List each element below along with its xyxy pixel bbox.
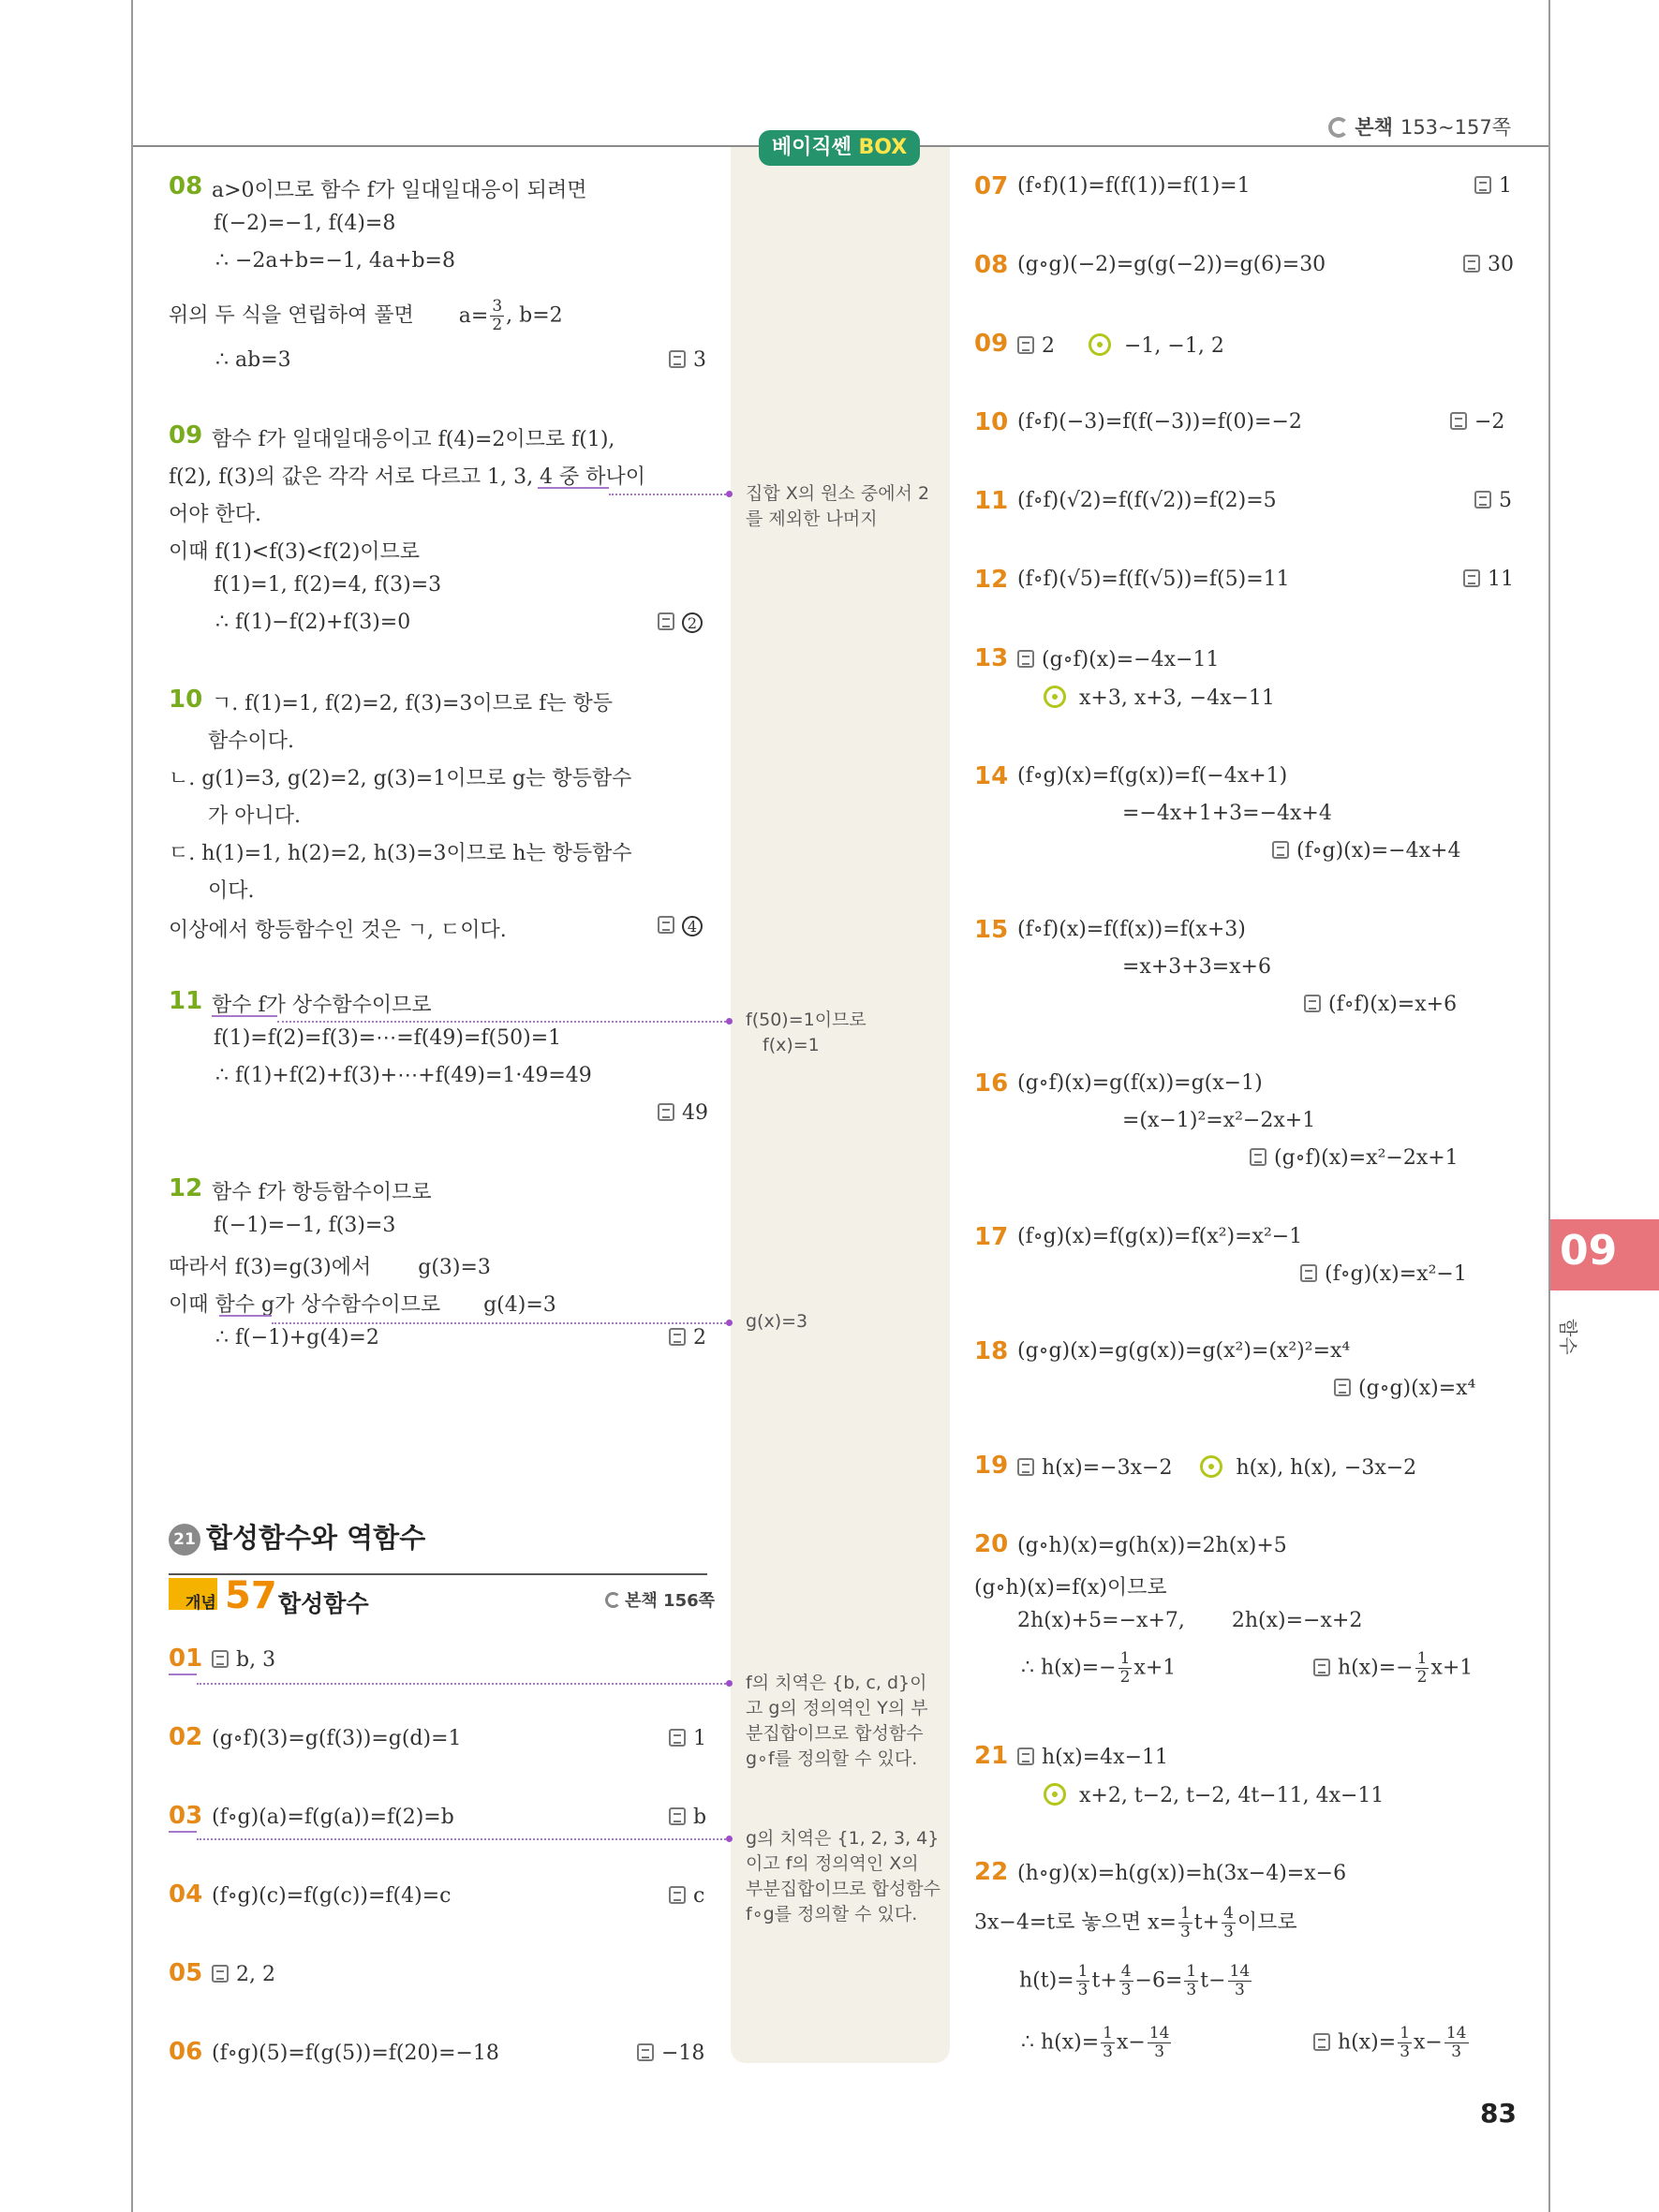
answer-value: (g∘f)(x)=x²−2x+1 — [1274, 1146, 1459, 1170]
solution-line — [1019, 1963, 1253, 1999]
note-connector — [197, 1838, 726, 1840]
solution-line: 어야 한다. — [169, 503, 261, 526]
note-connector — [272, 1322, 726, 1324]
section-title — [169, 1517, 425, 1556]
answer-value: 5 — [1499, 489, 1512, 512]
page-border-left — [131, 0, 133, 2212]
answer-value: −2 — [1474, 410, 1505, 434]
solution-line: (f∘g)(x)=f(g(x))=f(x²)=x²−1 — [1017, 1225, 1303, 1248]
answer-icon — [212, 1650, 229, 1668]
answer-mark — [1304, 993, 1457, 1016]
chapter-label: 함수 — [1557, 1319, 1579, 1355]
answer-mark — [1463, 253, 1514, 276]
hint-mark — [1044, 686, 1275, 710]
answer-value: (g∘f)(x)=−4x−11 — [1042, 648, 1220, 671]
fraction-numerator: 1 — [1179, 1904, 1191, 1923]
line-text: 2h(x)=−x+2 — [1231, 1609, 1363, 1632]
answer-mark — [669, 1326, 706, 1349]
fraction-numerator: 3 — [492, 297, 503, 316]
solution-line: ∴ f(1)−f(2)+f(3)=0 — [215, 611, 411, 634]
fraction-numerator: 1 — [1400, 2024, 1411, 2042]
answer-mark — [658, 611, 703, 634]
fraction-denominator: 3 — [1451, 2042, 1462, 2061]
answer-value: (f∘g)(x)=−4x+4 — [1296, 839, 1461, 863]
hint-mark — [1044, 1783, 1384, 1807]
problem-number: 14 — [974, 762, 1009, 790]
fraction — [1178, 1905, 1192, 1941]
solution-line: 가 아니다. — [208, 804, 301, 828]
note-line: g의 치역은 {1, 2, 3, 4} — [746, 1828, 940, 1849]
answer-mark — [1313, 2025, 1471, 2061]
fraction-numerator: 4 — [1120, 1962, 1132, 1981]
section-title-text: 합성함수와 역함수 — [206, 1522, 426, 1554]
problem-number: 22 — [974, 1858, 1009, 1886]
answer-mark — [669, 1884, 704, 1908]
problem-number: 12 — [974, 566, 1009, 594]
fraction-numerator: 14 — [1229, 1962, 1251, 1981]
fraction — [1101, 2025, 1115, 2061]
fraction-denominator: 2 — [492, 316, 503, 334]
answer-mark — [1017, 1455, 1416, 1480]
problem-number: 12 — [169, 1174, 203, 1202]
problem-number: 11 — [169, 987, 203, 1015]
solution-line: (h∘g)(x)=h(g(x))=h(3x−4)=x−6 — [1017, 1862, 1347, 1885]
note-line: f의 치역은 {b, c, d}이 — [746, 1673, 927, 1693]
answer-mark — [637, 2042, 704, 2065]
note-line: g(x)=3 — [746, 1311, 808, 1332]
answer-value: 49 — [682, 1101, 708, 1125]
underline-mark — [538, 487, 609, 489]
answer-value: h(x)=− — [1338, 1656, 1414, 1680]
answer-value: h(x)=−3x−2 — [1042, 1456, 1173, 1480]
line-text: 위의 두 식을 연립하여 풀면 — [169, 303, 414, 328]
fraction — [1184, 1963, 1198, 1999]
solution-line: (f∘f)(√2)=f(f(√2))=f(2)=5 — [1017, 489, 1277, 512]
solution-line: ∴ f(1)+f(2)+f(3)+⋯+f(49)=1·49=49 — [215, 1064, 592, 1087]
fraction — [1119, 1963, 1133, 1999]
answer-mark — [1474, 174, 1512, 198]
fraction — [1222, 1905, 1236, 1941]
concept-label: 개념 — [185, 1594, 216, 1613]
note-dot — [726, 1680, 733, 1687]
solution-line: (f∘g)(5)=f(g(5))=f(20)=−18 — [212, 2042, 499, 2065]
solution-line: (g∘h)(x)=f(x)이므로 — [974, 1576, 1167, 1600]
fraction — [1148, 2025, 1172, 2061]
fraction-denominator: 3 — [1223, 1923, 1234, 1941]
fraction-denominator: 3 — [1077, 1981, 1089, 1999]
fraction — [1398, 2025, 1412, 2061]
target-icon — [1044, 686, 1066, 708]
solution-line: (f∘g)(c)=f(g(c))=f(4)=c — [212, 1884, 452, 1908]
answer-mark — [669, 348, 706, 372]
answer-icon — [1300, 1264, 1317, 1282]
answer-value: b — [693, 1806, 707, 1829]
reference-label: 본책 — [1355, 116, 1393, 139]
answer-value: 1 — [693, 1727, 706, 1750]
answer-value: h(x)=4x−11 — [1042, 1746, 1169, 1769]
note-dot — [726, 1836, 733, 1842]
solution-line: (f∘g)(x)=f(g(x))=f(−4x+1) — [1017, 764, 1288, 788]
problem-number: 08 — [169, 172, 203, 200]
answer-icon — [1463, 255, 1480, 273]
fraction-denominator: 2 — [1119, 1668, 1131, 1687]
solution-line — [1021, 1650, 1176, 1687]
line-text: ∴ h(x)= — [1021, 2030, 1100, 2055]
solution-line — [1017, 1609, 1362, 1632]
concept-ref-text: 본책 156쪽 — [625, 1591, 716, 1611]
problem-number: 17 — [974, 1223, 1009, 1251]
underline-mark — [169, 1674, 197, 1675]
problem-number: 05 — [169, 1959, 203, 1987]
note-line: 이고 f의 정의역인 X의 — [746, 1853, 919, 1874]
solution-line: (g∘g)(−2)=g(g(−2))=g(6)=30 — [1017, 253, 1326, 276]
hint-value: −1, −1, 2 — [1124, 334, 1224, 358]
line-text: 3x−4=t로 놓으면 x= — [974, 1910, 1177, 1935]
answer-mark — [212, 1963, 275, 1986]
answer-mark — [1313, 1650, 1473, 1687]
line-text: g(3)=3 — [418, 1256, 491, 1279]
answer-value: b, 3 — [236, 1648, 276, 1672]
answer-icon — [1017, 1458, 1034, 1476]
solution-line: (g∘f)(x)=g(f(x))=g(x−1) — [1017, 1071, 1263, 1095]
answer-icon — [1313, 1659, 1330, 1676]
answer-icon — [658, 916, 674, 934]
line-text: t− — [1200, 1969, 1226, 1993]
page-number: 83 — [1480, 2098, 1517, 2129]
problem-number: 19 — [974, 1452, 1009, 1480]
answer-mark — [658, 1101, 708, 1125]
fraction-numerator: 1 — [1416, 1649, 1428, 1668]
solution-line: 이상에서 항등함수인 것은 ㄱ, ㄷ이다. — [169, 919, 507, 942]
answer-icon — [1017, 336, 1034, 354]
answer-value: (g∘g)(x)=x⁴ — [1358, 1377, 1476, 1400]
line-text: −6= — [1134, 1969, 1183, 1993]
section-badge: 21 — [169, 1524, 200, 1556]
hint-value: x+2, t−2, t−2, 4t−11, 4x−11 — [1079, 1784, 1385, 1807]
reference-icon — [605, 1592, 621, 1608]
fraction-numerator: 1 — [1103, 2024, 1113, 2042]
solution-line: (f∘f)(1)=f(f(1))=f(1)=1 — [1017, 174, 1251, 198]
fraction-numerator: 1 — [1186, 1962, 1197, 1981]
fraction — [490, 298, 504, 334]
solution-line: f(2), f(3)의 값은 각각 서로 다르고 1, 3, 4 중 하나이 — [169, 465, 646, 489]
fraction-numerator: 14 — [1148, 2024, 1170, 2042]
note-dot — [726, 1018, 733, 1025]
solution-line: (g∘h)(x)=g(h(x))=2h(x)+5 — [1017, 1534, 1287, 1557]
concept-number: 57 — [225, 1574, 277, 1617]
side-note — [746, 1008, 867, 1058]
answer-value: 30 — [1488, 253, 1514, 276]
problem-number: 11 — [974, 487, 1009, 515]
answer-value: (f∘f)(x)=x+6 — [1328, 993, 1458, 1016]
problem-number: 09 — [974, 330, 1009, 358]
line-text: x+1 — [1133, 1656, 1177, 1680]
problem-number: 04 — [169, 1880, 203, 1909]
concept-name: 합성함수 — [278, 1590, 369, 1617]
answer-value: 2, 2 — [236, 1963, 275, 1986]
page-border-right — [1548, 0, 1550, 2212]
underline-mark — [169, 1831, 197, 1833]
problem-number: 20 — [974, 1530, 1009, 1558]
answer-mark — [1017, 333, 1224, 358]
reference-pages: 153~157쪽 — [1400, 116, 1511, 139]
answer-value: x− — [1414, 2030, 1443, 2055]
answer-mark — [1250, 1146, 1459, 1170]
answer-value: −18 — [661, 2042, 705, 2065]
answer-value: c — [693, 1884, 705, 1908]
fraction-denominator: 3 — [1179, 1923, 1191, 1941]
side-note — [746, 481, 929, 532]
answer-value: 11 — [1488, 568, 1514, 591]
side-note — [746, 1671, 928, 1772]
target-icon — [1089, 333, 1111, 356]
line-text: , b=2 — [506, 303, 563, 328]
problem-number: 03 — [169, 1802, 203, 1830]
note-line: 고 g의 정의역인 Y의 부 — [746, 1698, 928, 1718]
solution-line: =x+3+3=x+6 — [1122, 955, 1271, 979]
answer-mark — [1334, 1377, 1475, 1400]
answer-mark — [669, 1806, 706, 1829]
solution-line — [974, 1905, 1297, 1941]
line-text: g(4)=3 — [483, 1293, 556, 1317]
chapter-number: 09 — [1560, 1227, 1618, 1275]
line-text: t+ — [1193, 1910, 1221, 1935]
note-connector — [609, 494, 726, 495]
note-connector — [277, 1021, 726, 1023]
answer-mark — [212, 1648, 275, 1672]
answer-value: 2 — [1042, 334, 1055, 358]
fraction-denominator: 3 — [1120, 1981, 1132, 1999]
problem-number: 13 — [974, 644, 1009, 672]
concept-reference — [605, 1587, 715, 1612]
answer-icon — [1250, 1148, 1266, 1166]
line-text: a= — [458, 303, 489, 328]
solution-line: =−4x+1+3=−4x+4 — [1122, 802, 1332, 825]
note-line: g∘f를 정의할 수 있다. — [746, 1748, 918, 1769]
solution-line: 함수이다. — [208, 730, 295, 753]
solution-line: (f∘f)(√5)=f(f(√5))=f(5)=11 — [1017, 568, 1290, 591]
solution-line: 함수 f가 상수함수이므로 — [212, 994, 432, 1017]
line-text: ∴ h(x)=− — [1021, 1656, 1117, 1680]
problem-number: 08 — [974, 251, 1009, 279]
underline-mark — [212, 1015, 277, 1017]
answer-icon — [637, 2043, 654, 2061]
problem-number: 07 — [974, 172, 1009, 200]
answer-value: h(x)= — [1338, 2030, 1397, 2055]
answer-value: 4 — [682, 916, 703, 936]
answer-icon — [1272, 841, 1289, 859]
answer-value: 3 — [693, 348, 706, 372]
answer-mark — [1463, 568, 1514, 591]
solution-line — [169, 1289, 556, 1318]
fraction-denominator: 3 — [1103, 2042, 1113, 2061]
solution-line: 이때 f(1)<f(3)<f(2)이므로 — [169, 540, 421, 564]
solution-line: f(−1)=−1, f(3)=3 — [214, 1214, 396, 1237]
answer-value: 2 — [693, 1326, 706, 1349]
solution-line: ∴ −2a+b=−1, 4a+b=8 — [215, 249, 455, 273]
answer-value: (f∘g)(x)=x²−1 — [1325, 1262, 1467, 1286]
note-line: f(50)=1이므로 — [746, 1010, 867, 1030]
reference-icon — [1328, 117, 1349, 138]
answer-mark — [1272, 839, 1460, 863]
solution-line: 함수 f가 일대일대응이고 f(4)=2이므로 f(1), — [212, 428, 615, 451]
solution-line: (g∘f)(3)=g(f(3))=g(d)=1 — [212, 1727, 462, 1750]
solution-line: ㄱ. f(1)=1, f(2)=2, f(3)=3이므로 f는 항등 — [212, 692, 614, 715]
box-label-ko: 베이직쎈 — [771, 136, 852, 159]
solution-line: ∴ f(−1)+g(4)=2 — [215, 1326, 379, 1349]
answer-icon — [1017, 650, 1034, 668]
answer-mark — [1474, 489, 1512, 512]
answer-icon — [212, 1965, 229, 1983]
answer-icon — [1463, 569, 1480, 587]
fraction-denominator: 3 — [1186, 1981, 1197, 1999]
solution-line: a>0이므로 함수 f가 일대일대응이 되려면 — [212, 179, 587, 202]
answer-mark — [669, 1727, 706, 1750]
target-icon — [1200, 1455, 1222, 1478]
answer-value: 2 — [682, 612, 703, 633]
note-line: 집합 X의 원소 중에서 2 — [746, 483, 930, 504]
note-dot — [726, 491, 733, 497]
fraction — [1118, 1650, 1133, 1687]
problem-number: 10 — [169, 686, 203, 714]
note-line: f∘g를 정의할 수 있다. — [746, 1904, 918, 1924]
note-line: 분집합이므로 합성함수 — [746, 1723, 924, 1744]
fraction — [1444, 2025, 1469, 2061]
solution-line: 함수 f가 항등함수이므로 — [212, 1181, 432, 1204]
target-icon — [1044, 1783, 1066, 1806]
solution-line: ∴ ab=3 — [215, 348, 291, 372]
answer-icon — [1017, 1747, 1034, 1765]
fraction — [1415, 1650, 1429, 1687]
answer-mark — [1300, 1262, 1467, 1286]
side-note — [746, 1826, 941, 1927]
hint-value: h(x), h(x), −3x−2 — [1236, 1456, 1417, 1480]
answer-mark — [1450, 410, 1504, 434]
box-label-en: BOX — [858, 136, 908, 159]
fraction-denominator: 3 — [1234, 1981, 1245, 1999]
answer-value: x+1 — [1430, 1656, 1474, 1680]
underline-mark — [219, 1315, 272, 1317]
answer-icon — [1313, 2033, 1330, 2051]
answer-mark — [1017, 1746, 1168, 1769]
note-connector — [197, 1683, 726, 1685]
line-text: 이므로 — [1237, 1910, 1297, 1935]
solution-line: =(x−1)²=x²−2x+1 — [1122, 1109, 1316, 1132]
solution-line: f(1)=1, f(2)=4, f(3)=3 — [214, 573, 442, 597]
answer-icon — [658, 612, 674, 630]
fraction-denominator: 3 — [1154, 2042, 1165, 2061]
solution-line: (f∘g)(a)=f(g(a))=f(2)=b — [212, 1806, 454, 1829]
basic-box-badge — [759, 130, 920, 166]
answer-icon — [658, 1103, 674, 1121]
answer-icon — [1474, 491, 1491, 509]
answer-icon — [669, 1886, 686, 1904]
page-reference — [1328, 112, 1511, 140]
solution-line: f(1)=f(2)=f(3)=⋯=f(49)=f(50)=1 — [214, 1026, 562, 1050]
problem-number: 02 — [169, 1723, 203, 1751]
solution-line: ㄷ. h(1)=1, h(2)=2, h(3)=3이므로 h는 항등함수 — [169, 842, 632, 865]
problem-number: 10 — [974, 408, 1009, 436]
problem-number: 18 — [974, 1337, 1009, 1365]
answer-icon — [669, 1328, 686, 1346]
fraction-denominator: 3 — [1400, 2042, 1411, 2061]
note-line: 부분집합이므로 합성함수 — [746, 1879, 941, 1899]
fraction — [1076, 1963, 1090, 1999]
side-note — [746, 1309, 807, 1335]
note-line: 를 제외한 나머지 — [746, 509, 878, 529]
fraction-numerator: 1 — [1077, 1962, 1089, 1981]
solution-line — [169, 298, 563, 334]
hint-value: x+3, x+3, −4x−11 — [1079, 686, 1275, 710]
answer-icon — [1304, 995, 1321, 1012]
answer-mark — [1017, 648, 1219, 671]
line-text: 이때 함수 g가 상수함수이므로 — [169, 1293, 441, 1317]
line-text: 따라서 f(3)=g(3)에서 — [169, 1256, 372, 1279]
solution-line: (f∘f)(x)=f(f(x))=f(x+3) — [1017, 918, 1246, 941]
solution-line: 이다. — [208, 879, 255, 903]
answer-icon — [1450, 412, 1467, 430]
fraction — [1228, 1963, 1252, 1999]
solution-line: ㄴ. g(1)=3, g(2)=2, g(3)=1이므로 g는 항등함수 — [169, 767, 632, 790]
note-line: f(x)=1 — [763, 1035, 820, 1055]
note-dot — [726, 1320, 733, 1326]
line-text: x− — [1117, 2030, 1146, 2055]
fraction-numerator: 4 — [1223, 1904, 1234, 1923]
fraction-numerator: 1 — [1119, 1649, 1131, 1668]
problem-number: 09 — [169, 421, 203, 450]
solution-line — [169, 1251, 491, 1280]
answer-icon — [669, 350, 686, 368]
answer-icon — [1334, 1379, 1351, 1396]
solution-line: (f∘f)(−3)=f(f(−3))=f(0)=−2 — [1017, 410, 1302, 434]
answer-icon — [669, 1807, 686, 1825]
solution-line — [1021, 2025, 1173, 2061]
problem-number: 21 — [974, 1742, 1009, 1770]
line-text: h(t)= — [1019, 1969, 1074, 1993]
line-text: 2h(x)+5=−x+7, — [1017, 1609, 1185, 1632]
solution-line: (g∘g)(x)=g(g(x))=g(x²)=(x²)²=x⁴ — [1017, 1339, 1351, 1363]
fraction-denominator: 2 — [1416, 1668, 1428, 1687]
answer-icon — [1474, 176, 1491, 194]
line-text: t+ — [1091, 1969, 1118, 1993]
answer-mark — [658, 914, 703, 937]
fraction-numerator: 14 — [1445, 2024, 1467, 2042]
problem-number: 16 — [974, 1069, 1009, 1098]
solution-line: f(−2)=−1, f(4)=8 — [214, 212, 396, 235]
chapter-tab — [1550, 1219, 1659, 1290]
problem-number: 06 — [169, 2038, 203, 2066]
problem-number: 15 — [974, 916, 1009, 944]
side-notes-column — [731, 147, 950, 2063]
problem-number: 01 — [169, 1644, 203, 1673]
answer-value: 1 — [1499, 174, 1512, 198]
answer-icon — [669, 1729, 686, 1747]
